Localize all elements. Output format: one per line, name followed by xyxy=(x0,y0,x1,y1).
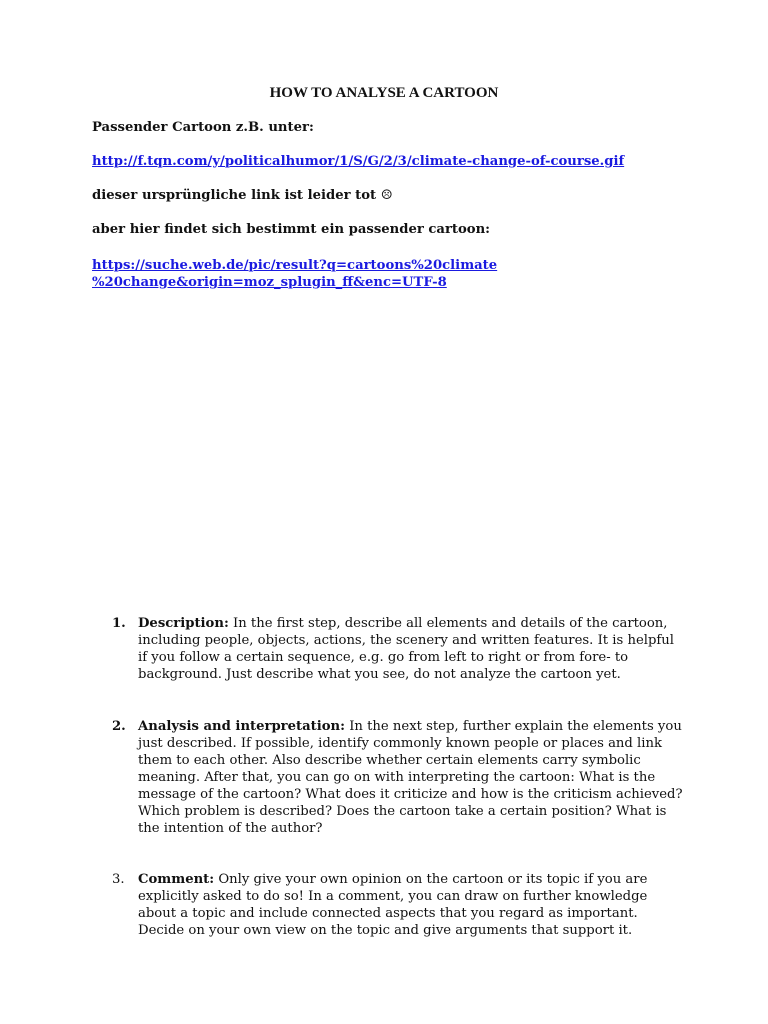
item-body xyxy=(138,718,683,837)
item-heading: Comment: xyxy=(138,872,215,887)
item-heading: Analysis and interpretation: xyxy=(138,719,346,734)
item-body xyxy=(138,615,683,683)
search-link-line-1[interactable]: https://suche.web.de/pic/result?q=cartoons%20climate xyxy=(92,258,498,273)
alternative-note: aber hier findet sich bestimmt ein passender cartoon: xyxy=(92,222,491,237)
cartoon-search-link[interactable] xyxy=(92,257,497,291)
item-body xyxy=(138,871,683,939)
dead-link-note: dieser ursprüngliche link ist leider tot ☹ xyxy=(92,188,393,203)
item-heading: Description: xyxy=(138,616,229,631)
item-number: 1. xyxy=(112,616,126,631)
analysis-steps-list xyxy=(112,615,692,955)
intro-text: Passender Cartoon z.B. unter: xyxy=(92,120,314,135)
item-text: Only give your own opinion on the cartoon or its topic if you are explicitly asked to do so! In a comment, you can draw on further knowledge about a topic and include connected aspects that you regard as important. Decide on your own view on the topic and give arguments that support it. xyxy=(138,872,648,938)
cartoon-link-original[interactable]: http://f.tqn.com/y/politicalhumor/1/S/G/2/3/climate-change-of-course.gif xyxy=(92,154,625,169)
item-text: In the next step, further explain the elements you just described. If possible, identify commonly known people or places and link them to each other. Also describe whether certain elements carry symbolic meaning. After that, you can go on with interpreting the cartoon: What is the message of the cartoon? What does it criticize and how is the criticism achieved? Which problem is described? Does the cartoon take a certain position? What is the intention of the author? xyxy=(138,719,683,836)
item-number: 3. xyxy=(112,872,125,887)
item-number: 2. xyxy=(112,719,126,734)
item-text: In the first step, describe all elements and details of the cartoon, including people, objects, actions, the scenery and written features. It is helpful if you follow a certain sequence, e.g. go from left to right or from fore- to background. Just describe what you see, do not analyze the cartoon yet. xyxy=(138,616,674,682)
page-title: HOW TO ANALYSE A CARTOON xyxy=(269,85,499,101)
search-link-line-2[interactable]: %20change&origin=moz_splugin_ff&enc=UTF-8 xyxy=(92,275,447,290)
